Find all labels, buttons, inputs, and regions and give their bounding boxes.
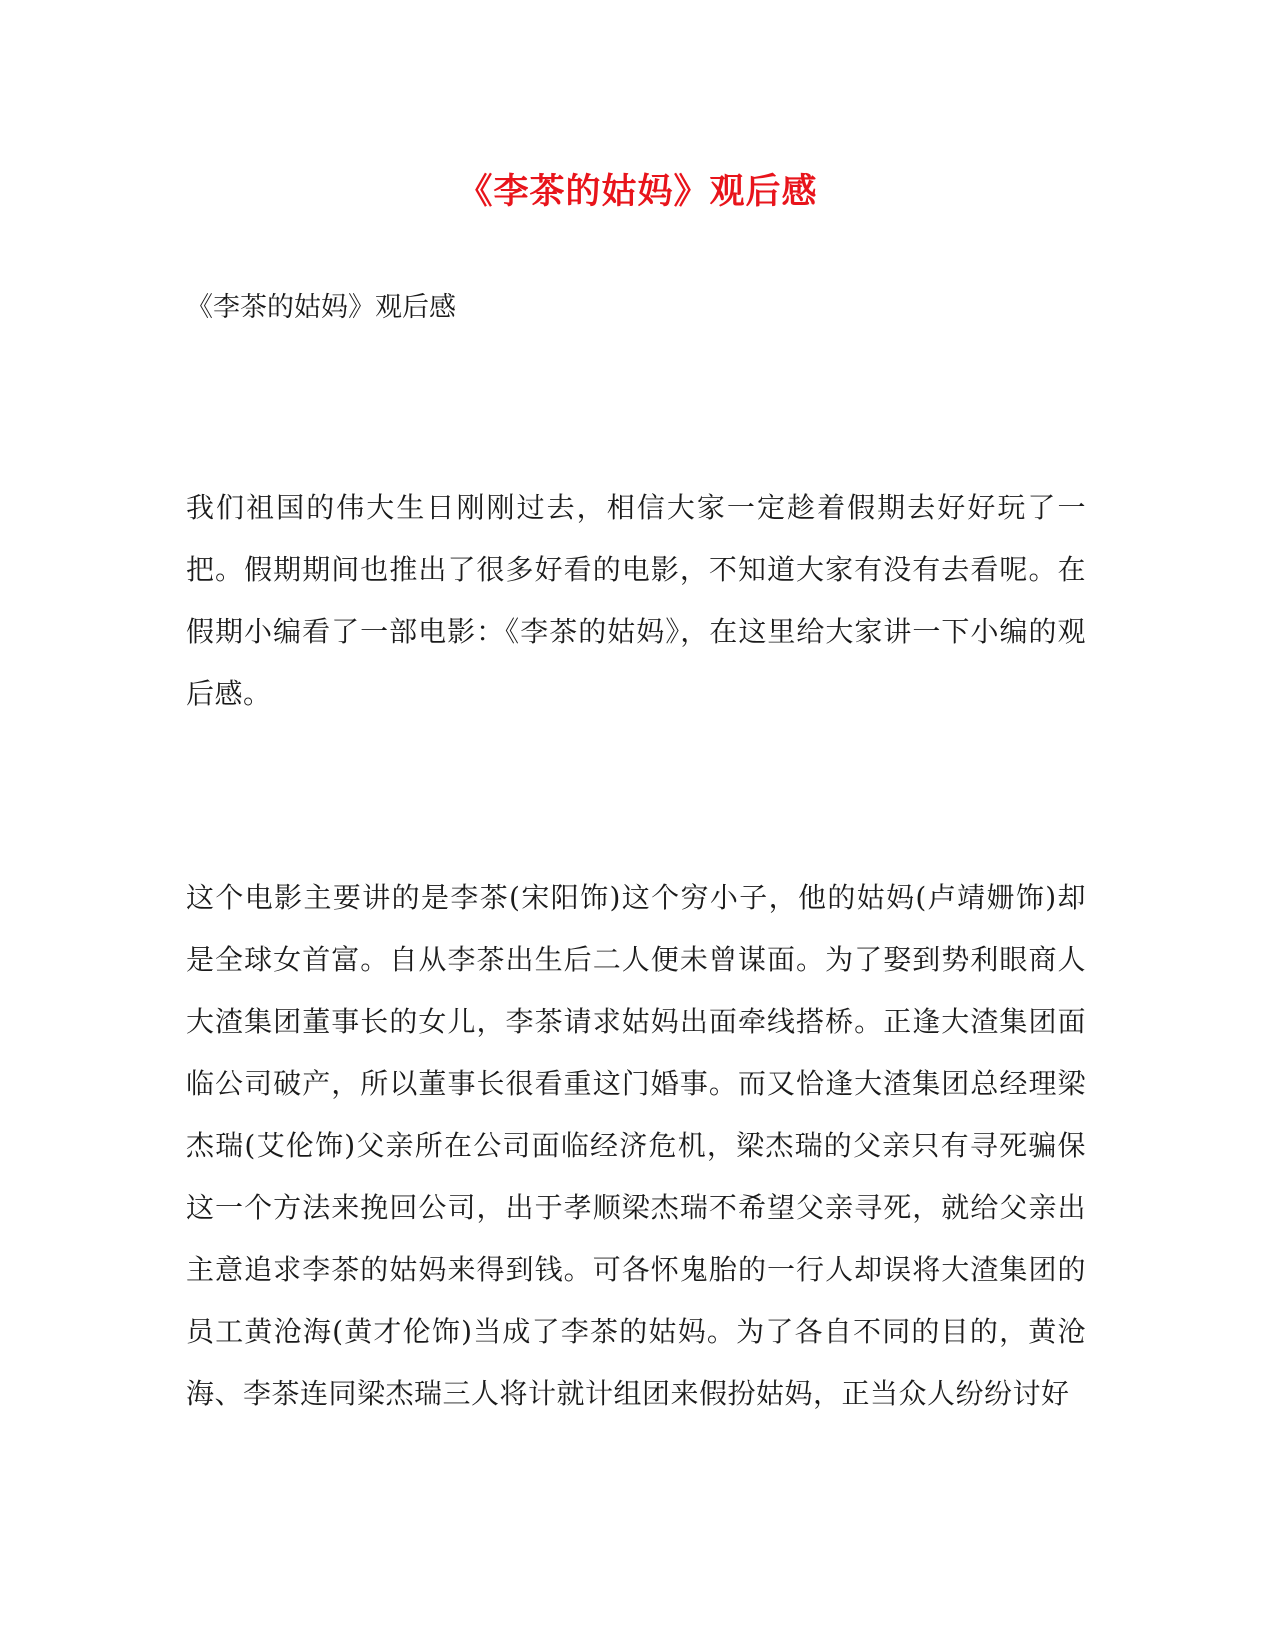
page-title: 《李茶的姑妈》观后感 [457, 171, 818, 212]
document-subtitle: 《李茶的姑妈》观后感 [186, 292, 456, 323]
body-paragraph-2: 这个电影主要讲的是李茶(宋阳饰)这个穷小子，他的姑妈(卢靖姗饰)却是全球女首富。自从李茶出生后二人便未曾谋面。为了娶到势利眼商人大渣集团董事长的女儿，李茶请求姑妈出面牵线搭桥。正逢大渣集团面临公司破产，所以董事长很看重这门婚事。而又恰逢大渣集团总经理梁杰瑞(艾伦饰)父亲所在公司面临经济危机，梁杰瑞的父亲只有寻死骗保这一个方法来挽回公司，出于孝顺梁杰瑞不希望父亲寻死，就给父亲出主意追求李茶的姑妈来得到钱。可各怀鬼胎的一行人却误将大渣集团的员工黄沧海(黄才伦饰)当成了李茶的姑妈。为了各自不同的目的，黄沧海、李茶连同梁杰瑞三人将计就计组团来假扮姑妈，正当众人纷纷讨好 [186, 881, 1086, 1410]
body-paragraph-1: 我们祖国的伟大生日刚刚过去，相信大家一定趁着假期去好好玩了一把。假期期间也推出了很多好看的电影，不知道大家有没有去看呢。在假期小编看了一部电影：《李茶的姑妈》，在这里给大家讲一下小编的观后感。 [186, 491, 1086, 710]
